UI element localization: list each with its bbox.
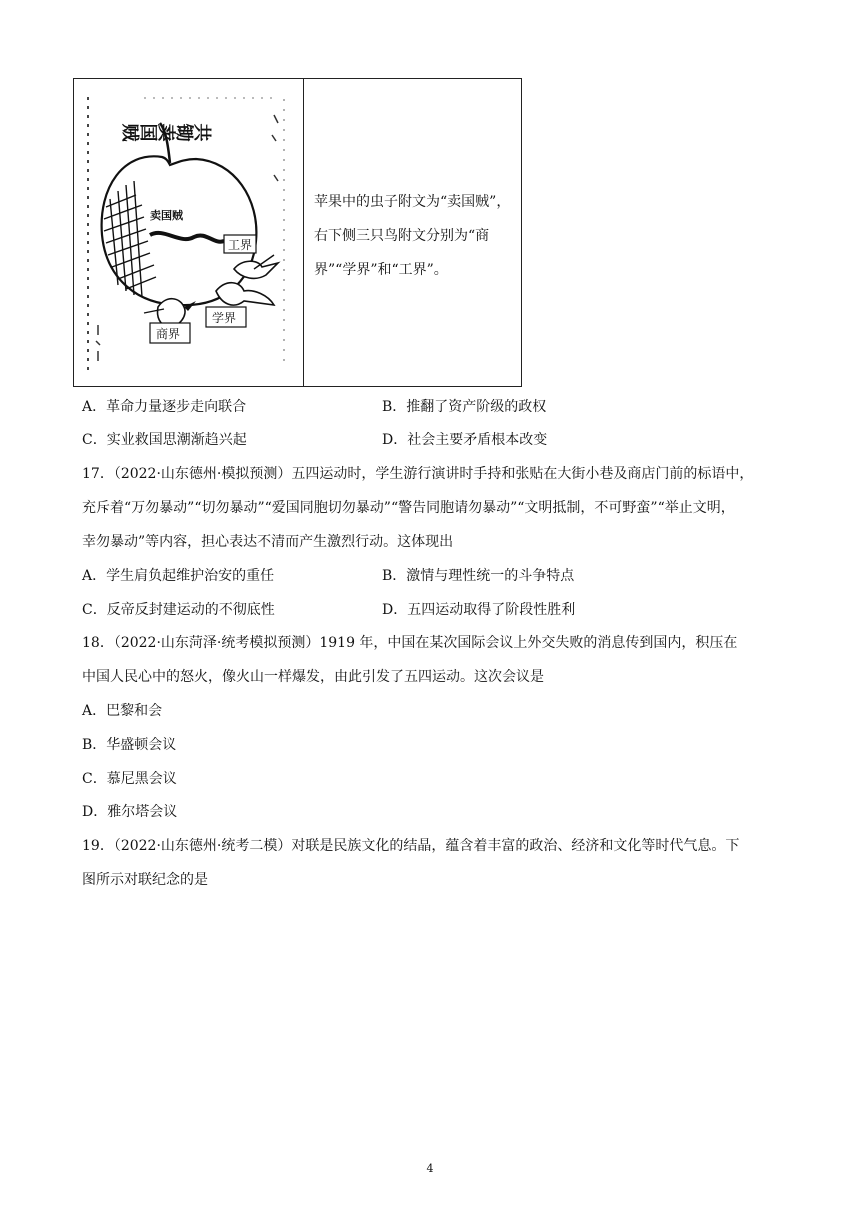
q18-stem-line-2: 中国人民心中的怒火，像火山一样爆发，由此引发了五四运动。这次会议是: [82, 669, 544, 685]
q16-option-a: A．革命力量逐步走向联合: [82, 399, 247, 415]
q18-option-a: A．巴黎和会: [82, 703, 163, 719]
q17-option-c: C．反帝反封建运动的不彻底性: [82, 602, 275, 618]
q19-stem-line-2: 图所示对联纪念的是: [82, 872, 208, 888]
student-bird-label: 学界: [212, 311, 237, 325]
q18-option-d: D．雅尔塔会议: [82, 804, 178, 820]
figure-table: [73, 78, 522, 387]
q17-option-b: B．激情与理性统一的斗争特点: [382, 568, 575, 584]
q18-option-b: B．华盛顿会议: [82, 737, 177, 753]
worker-bird-label: 工界: [228, 238, 253, 252]
q19-stem-line-1: 19．（2022·山东德州·统考二模）对联是民族文化的结晶，蕴含着丰富的政治、经济和文化等时代气息。下: [82, 838, 740, 854]
figure-image-cell: [74, 79, 304, 386]
q18-option-c: C．慕尼黑会议: [82, 771, 177, 787]
q18-stem-line-1: 18．（2022·山东菏泽·统考模拟预测）1919 年，中国在某次国际会议上外交失败的消息传到国内，积压在: [82, 635, 738, 651]
figure-caption-cell: [304, 79, 521, 386]
q17-option-d: D．五四运动取得了阶段性胜利: [382, 602, 576, 618]
page-number: 4: [426, 1162, 434, 1175]
cartoon-title-text: 共锄卖国贼: [122, 120, 212, 142]
worm-label: 卖国贼: [150, 209, 183, 222]
figure-caption: 苹果中的虫子附文为“卖国贼”，右下侧三只鸟附文分别为“商界”“学界”和“工界”。: [314, 194, 511, 278]
q17-stem-line-1: 17．（2022·山东德州·模拟预测）五四运动时，学生游行演讲时手持和张贴在大街小巷及商店门前的标语中，: [82, 466, 754, 482]
q17-stem-line-3: 幸勿暴动”等内容，担心表达不清而产生激烈行动。这体现出: [82, 534, 454, 550]
q16-option-b: B．推翻了资产阶级的政权: [382, 399, 547, 415]
cartoon-apple-image: [84, 95, 290, 375]
q16-option-d: D．社会主要矛盾根本改变: [382, 432, 548, 448]
q17-option-a: A．学生肩负起维护治安的重任: [82, 568, 275, 584]
q17-stem-line-2: 充斥着“万勿暴动”“切勿暴动”“爱国同胞切勿暴动”“警告同胞请勿暴动”“文明抵制，不可野蛮”“举止文明，: [82, 500, 735, 516]
q16-option-c: C．实业救国思潮渐趋兴起: [82, 432, 247, 448]
merchant-bird-label: 商界: [156, 327, 181, 341]
